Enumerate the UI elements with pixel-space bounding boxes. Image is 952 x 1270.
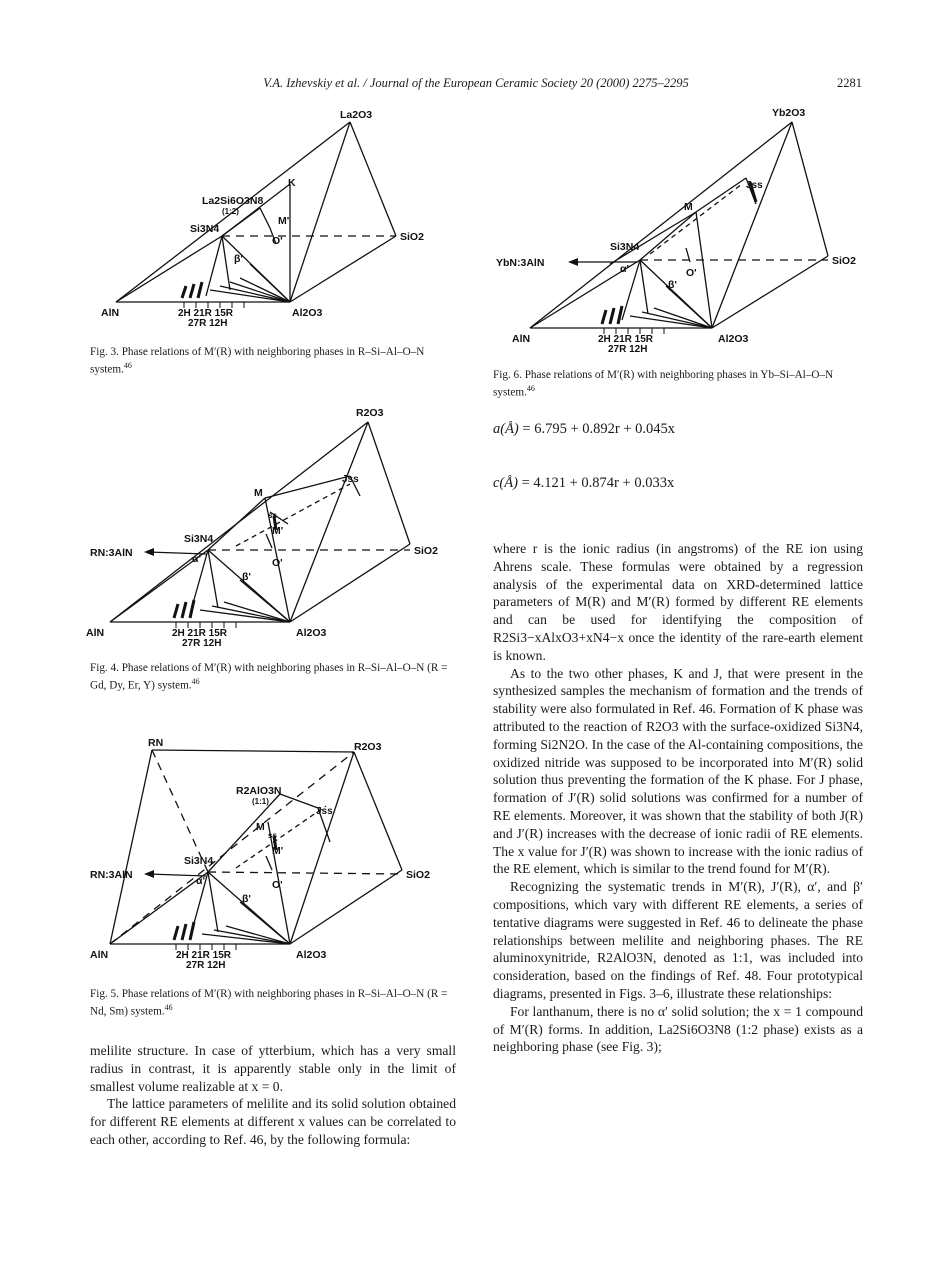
polytypes-bottom: 27R 12H: [188, 318, 228, 329]
al2o3-label: Al2O3: [718, 333, 749, 345]
o-prime-label: O': [272, 235, 283, 247]
jss-label: Jss: [746, 180, 763, 191]
right-paragraph-2: As to the two other phases, K and J, that were present in the synthesized samples the mechanism of formation and the trends of stability were also formulated in Ref. 46. Formation of K phase was attributed to the reaction of R2O3 with the surface-oxidized Si3N4, forming Si2N2O. In the case of the Al-containing compositions, the oxidized nitride was supposed to be incorporated into M′(R) solid solution thus preventing the formation of the K phase. For J phase, formation of J′(R) solid solutions was confirmed for a number of RE elements. Moreover, it was shown that the stability of both J(R) and J′(R) increases with the decrease of ionic radii of RE elements. The x value for J′(R) was shown to increase with the ionic radius of the RE element, which is similar to the trend found for M′(R).: [493, 665, 863, 877]
m-label: M: [254, 487, 263, 499]
fig3-caption: Fig. 3. Phase relations of M′(R) with neighboring phases in R–Si–Al–O–N system.$^{46}$: [90, 346, 425, 376]
running-head: V.A. Izhevskiy et al. / Journal of the European Ceramic Society 20 (2000) 2275–2295: [263, 76, 689, 90]
sio2-label: SiO2: [832, 255, 856, 267]
ss-label: ss: [268, 831, 277, 840]
la2o3-label: La2O3: [340, 109, 373, 121]
al2o3-label: Al2O3: [296, 627, 327, 639]
alpha-prime-label: α': [620, 263, 629, 275]
si3n4-label: Si3N4: [184, 533, 214, 545]
m-prime-label: M': [272, 845, 284, 857]
r2alo3n-label: R2AlO3N: [236, 785, 282, 797]
aln-label: AlN: [101, 307, 120, 319]
figure-6-diagram: [490, 104, 870, 359]
figure-5: [90, 738, 460, 978]
figure-4: [86, 404, 460, 654]
sio2-label: SiO2: [414, 545, 438, 557]
formula-a: a(Å) = 6.795 + 0.892r + 0.045x: [493, 421, 676, 437]
right-paragraph-4: For lanthanum, there is no α′ solid solution; the x = 1 compound of M′(R) forms. In addition, La2Si6O3N8 (1:2 phase) exists as a neighboring phase (see Fig. 3);: [493, 1003, 863, 1055]
si3n4-label: Si3N4: [190, 223, 220, 235]
k-label: K: [288, 177, 296, 189]
si3n4-label: Si3N4: [610, 241, 640, 253]
beta-prime-label: β': [234, 253, 243, 265]
polytypes-bottom: 27R 12H: [608, 344, 648, 355]
polytypes-top: 2H 21R 15R: [176, 950, 232, 961]
al2o3-label: Al2O3: [296, 949, 327, 961]
ratio-label: (1:1): [252, 797, 269, 806]
polytypes-bottom: 27R 12H: [186, 960, 226, 971]
o-prime-label: O': [272, 879, 283, 891]
polytypes-top: 2H 21R 15R: [178, 308, 234, 319]
ss-label: ss: [268, 511, 277, 520]
rn-label: RN: [148, 737, 164, 749]
left-column-text: [90, 1042, 456, 1149]
ybn-3aln-label: YbN:3AlN: [496, 257, 545, 269]
beta-prime-label: β': [668, 279, 677, 291]
figure-3: [101, 104, 450, 334]
m-prime-label: M': [272, 525, 284, 537]
sio2-label: SiO2: [406, 869, 430, 881]
fig6-caption: Fig. 6. Phase relations of M′(R) with neighboring phases in Yb–Si–Al–O–N system.$^{46}$: [493, 369, 834, 399]
rn-3aln-label: RN:3AlN: [90, 547, 133, 559]
al2o3-label: Al2O3: [292, 307, 323, 319]
left-paragraph-1: melilite structure. In case of ytterbium, which has a very small radius in contrast, it is apparently stable only in the limit of smallest volume realizable at x = 0.: [90, 1043, 456, 1094]
aln-label: AlN: [512, 333, 531, 345]
page-number: 2281: [837, 76, 862, 90]
formula-c: c(Å) = 4.121 + 0.874r + 0.033x: [493, 475, 675, 491]
fig5-caption: Fig. 5. Phase relations of M′(R) with neighboring phases in R–Si–Al–O–N (R = Nd, Sm) system.$^{46}$: [90, 988, 448, 1018]
r2o3-label: R2O3: [354, 741, 382, 753]
figure-4-diagram: [86, 404, 460, 654]
alpha-prime-label: α': [192, 553, 201, 565]
jss-label: Jss: [342, 474, 359, 485]
fig4-caption: Fig. 4. Phase relations of M′(R) with neighboring phases in R–Si–Al–O–N (R = Gd, Dy, Er, Y) system.$^{46}$: [90, 662, 448, 692]
alpha-prime-label: α': [196, 875, 205, 887]
jss-label: Jss: [316, 806, 333, 817]
yb2o3-label: Yb2O3: [772, 107, 806, 119]
o-prime-label: O': [686, 267, 697, 279]
figure-5-diagram: [90, 738, 460, 978]
right-column-text: [493, 540, 863, 1056]
beta-prime-label: β': [242, 893, 251, 905]
page-header: [0, 76, 952, 94]
ratio-label: (1:2): [222, 207, 239, 216]
m-label: M: [256, 821, 265, 833]
figure-6: [490, 104, 870, 359]
aln-label: AlN: [90, 949, 109, 961]
right-paragraph-1: where r is the ionic radius (in angstroms) of the RE ion using Ahrens scale. These formulas were obtained by a regression analysis of the experimental data on XRD-determined lattice parameters of M(R) and M′(R) formed by different RE elements and can be used for identifying the composition of R2Si3−xAlxO3+xN4−x once the identity of the rare-earth element is known.: [493, 541, 863, 663]
figure-3-diagram: [101, 104, 450, 334]
polytypes-bottom: 27R 12H: [182, 638, 222, 649]
rn-3aln-label: RN:3AlN: [90, 869, 133, 881]
left-paragraph-2: The lattice parameters of melilite and its solid solution obtained for different RE elements at different x values can be correlated to each other, according to Ref. 46, by the following formula:: [90, 1096, 456, 1147]
la-phase-label: La2Si6O3N8: [202, 195, 264, 207]
r2o3-label: R2O3: [356, 407, 384, 419]
polytypes-top: 2H 21R 15R: [598, 334, 654, 345]
o-prime-label: O': [272, 557, 283, 569]
m-label: M: [684, 201, 693, 213]
right-paragraph-3: Recognizing the systematic trends in M′(R), J′(R), α′, and β′ compositions, which vary with different RE elements, a series of tentative diagrams were suggested in Ref. 46 to delineate the phase relationships between melilite and neighboring phases. The RE aluminoxynitride, R2AlO3N, denoted as 1:1, was included into consideration, based on the findings of Ref. 48. Four prototypical diagrams, presented in Figs. 3–6, illustrate these relationships:: [493, 879, 863, 1001]
si3n4-label: Si3N4: [184, 855, 214, 867]
polytypes-top: 2H 21R 15R: [172, 628, 228, 639]
beta-prime-label: β': [242, 571, 251, 583]
sio2-label: SiO2: [400, 231, 424, 243]
aln-label: AlN: [86, 627, 105, 639]
m-prime-label: M': [278, 215, 290, 227]
